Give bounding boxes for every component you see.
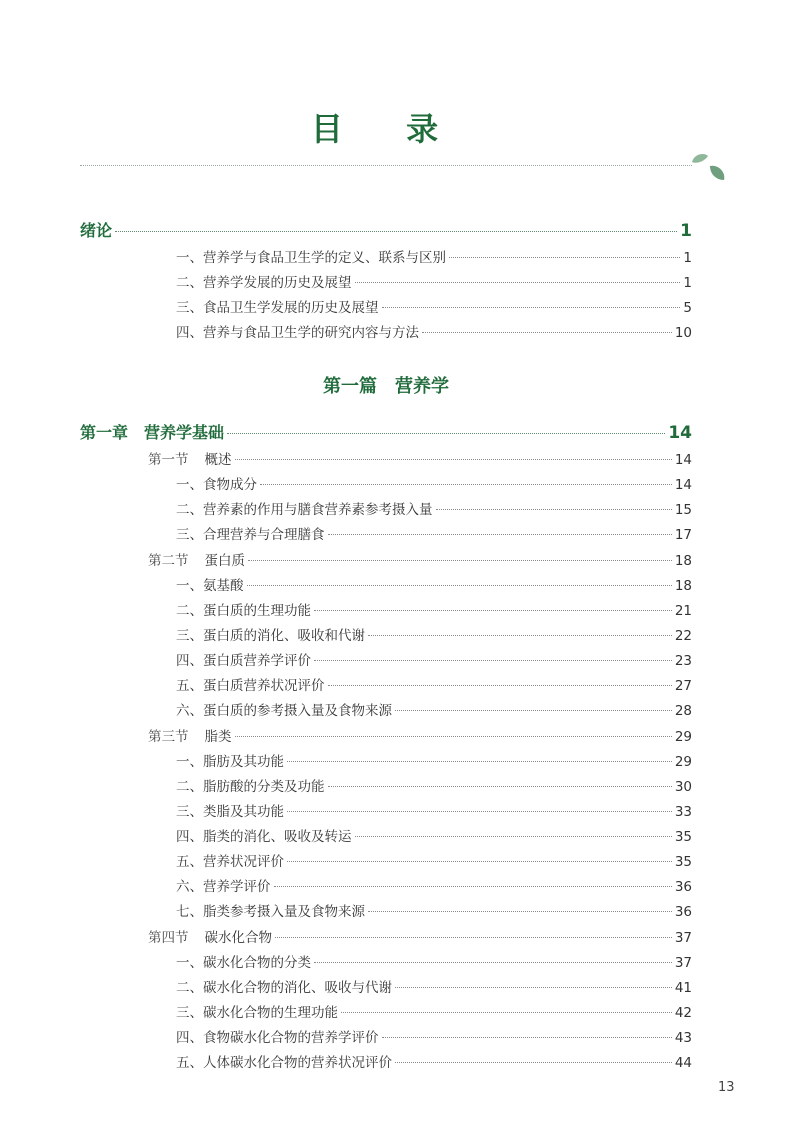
page-ref: 10	[674, 325, 692, 341]
item-title: 三、合理营养与合理膳食	[176, 527, 325, 543]
toc-item[interactable]	[176, 574, 692, 594]
leader-dots	[235, 736, 672, 737]
leader-dots	[247, 585, 672, 586]
item-title: 三、食品卫生学发展的历史及展望	[176, 300, 379, 316]
section-number: 第三节	[148, 729, 189, 745]
item-title: 五、蛋白质营养状况评价	[176, 678, 325, 694]
page-ref: 42	[674, 1005, 692, 1021]
page-ref: 41	[674, 980, 692, 996]
toc-chapter-prelude[interactable]	[80, 218, 692, 241]
leaf-icon	[688, 150, 732, 186]
leader-dots	[275, 937, 672, 938]
toc-item[interactable]	[176, 624, 692, 644]
item-title: 六、营养学评价	[176, 879, 271, 895]
item-title: 三、碳水化合物的生理功能	[176, 1005, 338, 1021]
item-title: 五、人体碳水化合物的营养状况评价	[176, 1055, 392, 1071]
item-title: 一、脂肪及其功能	[176, 754, 284, 770]
leader-dots	[341, 1012, 672, 1013]
item-title: 五、营养状况评价	[176, 854, 284, 870]
item-title: 二、碳水化合物的消化、吸收与代谢	[176, 980, 392, 996]
toc-item[interactable]	[176, 1001, 692, 1021]
leader-dots	[260, 484, 672, 485]
toc-section[interactable]	[148, 549, 692, 569]
page-ref: 28	[674, 703, 692, 719]
item-title: 六、蛋白质的参考摄入量及食物来源	[176, 703, 392, 719]
page-ref: 23	[674, 653, 692, 669]
page-ref: 29	[674, 729, 692, 745]
chapter-number: 第一章	[80, 423, 129, 442]
item-title: 三、蛋白质的消化、吸收和代谢	[176, 628, 365, 644]
item-title: 四、蛋白质营养学评价	[176, 653, 311, 669]
item-title: 一、碳水化合物的分类	[176, 955, 311, 971]
page-ref: 5	[683, 300, 692, 316]
item-title: 二、营养学发展的历史及展望	[176, 275, 352, 291]
page-ref: 35	[674, 854, 692, 870]
page-ref: 14	[674, 452, 692, 468]
leader-dots	[368, 911, 672, 912]
item-title: 一、氨基酸	[176, 578, 244, 594]
toc-item[interactable]	[176, 599, 692, 619]
toc-item[interactable]	[176, 699, 692, 719]
page-ref: 29	[674, 754, 692, 770]
toc-item[interactable]	[176, 875, 692, 895]
toc-chapter-1[interactable]	[80, 420, 692, 443]
leader-dots	[314, 962, 672, 963]
toc-item[interactable]	[176, 1051, 692, 1071]
section-number: 第一节	[148, 452, 189, 468]
toc-item[interactable]	[176, 523, 692, 543]
page-ref: 17	[674, 527, 692, 543]
page-ref: 36	[674, 879, 692, 895]
leader-dots	[235, 459, 672, 460]
leader-dots	[248, 560, 672, 561]
toc-item[interactable]	[176, 246, 692, 266]
leader-dots	[355, 836, 672, 837]
title-divider	[80, 165, 692, 166]
page-ref: 18	[674, 553, 692, 569]
leader-dots	[287, 861, 672, 862]
leader-dots	[314, 660, 672, 661]
leader-dots	[328, 786, 672, 787]
item-title: 二、脂肪酸的分类及功能	[176, 779, 325, 795]
page-ref: 37	[674, 930, 692, 946]
item-title: 四、食物碳水化合物的营养学评价	[176, 1030, 379, 1046]
leader-dots	[328, 685, 672, 686]
toc-item[interactable]	[176, 1026, 692, 1046]
toc-item[interactable]	[176, 900, 692, 920]
part-title: 第一篇 营养学	[323, 376, 449, 397]
page-ref: 30	[674, 779, 692, 795]
page-ref: 1	[683, 250, 692, 266]
item-title: 七、脂类参考摄入量及食物来源	[176, 904, 365, 920]
toc-item[interactable]	[176, 750, 692, 770]
item-title: 二、营养素的作用与膳食营养素参考摄入量	[176, 502, 433, 518]
toc-section[interactable]	[148, 448, 692, 468]
page-ref: 14	[674, 477, 692, 493]
page-ref: 14	[668, 423, 692, 443]
leader-dots	[382, 1037, 672, 1038]
page-ref: 43	[674, 1030, 692, 1046]
toc-item[interactable]	[176, 649, 692, 669]
toc-item[interactable]	[176, 775, 692, 795]
page-ref: 27	[674, 678, 692, 694]
toc-item[interactable]	[176, 800, 692, 820]
leader-dots	[449, 257, 680, 258]
leader-dots	[395, 987, 672, 988]
leader-dots	[287, 761, 672, 762]
toc-item[interactable]	[176, 271, 692, 291]
item-title: 三、类脂及其功能	[176, 804, 284, 820]
section-number: 第四节	[148, 930, 189, 946]
item-title: 四、营养与食品卫生学的研究内容与方法	[176, 325, 419, 341]
page-ref: 37	[674, 955, 692, 971]
section-title: 脂类	[204, 729, 232, 745]
item-title: 二、蛋白质的生理功能	[176, 603, 311, 619]
page-ref: 1	[680, 221, 692, 241]
page-ref: 35	[674, 829, 692, 845]
toc-section[interactable]	[148, 926, 692, 946]
section-title: 碳水化合物	[204, 930, 272, 946]
page-ref: 21	[674, 603, 692, 619]
page-ref: 44	[674, 1055, 692, 1071]
leader-dots	[314, 610, 672, 611]
leader-dots	[287, 811, 672, 812]
item-title: 一、营养学与食品卫生学的定义、联系与区别	[176, 250, 446, 266]
page-ref: 15	[674, 502, 692, 518]
toc-item[interactable]	[176, 951, 692, 971]
leader-dots	[115, 231, 677, 232]
leader-dots	[227, 433, 665, 434]
page-ref: 18	[674, 578, 692, 594]
section-title: 概述	[204, 452, 232, 468]
toc-item[interactable]	[176, 976, 692, 996]
leader-dots	[395, 1062, 672, 1063]
leader-dots	[395, 710, 672, 711]
leader-dots	[328, 534, 672, 535]
page-number: 13	[718, 1080, 735, 1095]
toc-item[interactable]	[176, 498, 692, 518]
item-title: 四、脂类的消化、吸收及转运	[176, 829, 352, 845]
item-title: 一、食物成分	[176, 477, 257, 493]
section-title: 蛋白质	[204, 553, 245, 569]
leader-dots	[436, 509, 672, 510]
toc-section[interactable]	[148, 725, 692, 745]
page-ref: 36	[674, 904, 692, 920]
leader-dots	[274, 886, 672, 887]
page-ref: 1	[683, 275, 692, 291]
chapter-title: 营养学基础	[144, 423, 225, 442]
leader-dots	[355, 282, 681, 283]
toc-item[interactable]	[176, 321, 692, 341]
section-number: 第二节	[148, 553, 189, 569]
toc-item[interactable]	[176, 473, 692, 493]
chapter-title: 绪论	[80, 221, 113, 240]
leader-dots	[422, 332, 672, 333]
page-ref: 22	[674, 628, 692, 644]
leader-dots	[368, 635, 672, 636]
toc-item[interactable]	[176, 674, 692, 694]
leader-dots	[382, 307, 681, 308]
page-ref: 33	[674, 804, 692, 820]
toc-item[interactable]	[176, 825, 692, 845]
toc-item[interactable]	[176, 296, 692, 316]
toc-item[interactable]	[176, 850, 692, 870]
page-title: 目 录	[310, 110, 465, 148]
